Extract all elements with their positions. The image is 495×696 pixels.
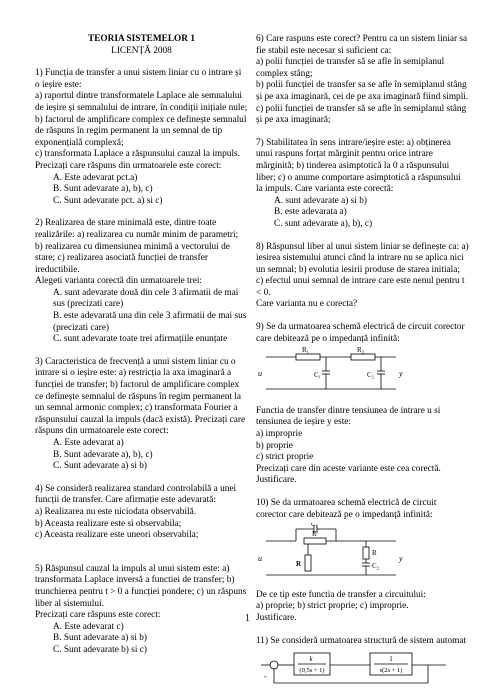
text-paragraph: 9) Se da urmatoarea schemă electrică de circuit corector care debitează pe o impedanță infinită: (256, 322, 465, 344)
text-paragraph: c) strict proprie (256, 452, 314, 463)
circuit-diagram-9 (256, 347, 406, 397)
text-paragraph: Precizați care din aceste variante este cea corectă. Justificare. (256, 463, 441, 486)
circuit9-y: y (399, 369, 403, 379)
text-paragraph: b) factorul de amplificare complex ce definește semnalul de răspuns în regim permanent la un semnal de tip exponențială complexă; (35, 114, 247, 148)
circuit10-u: u (258, 554, 262, 564)
answer-option: A. Este adevarat c) (53, 621, 124, 632)
block11-num2: 1 (389, 655, 393, 664)
document-subtitle: LICENȚĂ 2008 (111, 45, 172, 56)
spacer (256, 311, 469, 322)
answer-option: C. sunt adevarate toate trei afirmațiile enunțate (53, 334, 228, 345)
spacer (256, 625, 469, 636)
circuit10-r2: R (372, 549, 377, 558)
text-paragraph: a) Realizarea nu este niciodata observabilă. (35, 506, 197, 517)
text-paragraph: Functia de transfer dintre tensiunea de intrare u si tensiunea de ieșire y este: (256, 405, 441, 428)
circuit10-c1: C₁ (311, 523, 319, 529)
text-paragraph: c) transformata Laplace a răspunsului cauzal la impuls. (35, 149, 240, 160)
circuit9-r1: R₁ (302, 347, 310, 355)
text-paragraph: Precizați care răspuns este corect: (35, 610, 161, 621)
spacer (35, 346, 248, 357)
block-diagram-11 (256, 649, 456, 687)
answer-option: A. Este adevarat pct.a) (53, 172, 138, 183)
answer-option: A. Este adevarat a) (53, 438, 124, 448)
text-paragraph: 4) Se consideră realizarea standard controlabilă a unei funcții de transfer. Care afirmație este adevarată: (35, 483, 237, 506)
answer-option: B. Sunt adevarate a), b), c) (53, 184, 153, 195)
answer-option: A. sunt adevarate a) si b) (274, 195, 367, 206)
circuit10-rb: R (296, 560, 302, 569)
text-paragraph: 11) Se consideră urmatoarea structură de sistem automat (256, 635, 467, 646)
text-paragraph: b) polii funcției de transfer sa se afle în semiplanul stâng și pe axa imaginară, cei de pe axa imaginară fiind simpli. (256, 80, 469, 102)
text-paragraph: 7) Stabilitatea în sens intrare/ieșire este: a) obținerea unui raspuns forțat mărginit pentru orice intrare mărginită; b) tinderea asimptotică la 0 a răspunsului liber; c) o anume comportare asimptotică a răspunsului la impuls. Care varianta este corectă: (256, 137, 461, 195)
spacer (256, 487, 469, 498)
circuit-diagram-10 (256, 523, 406, 581)
text-paragraph: 6) Care raspuns este corect? Pentru ca un sistem liniar sa fie stabil este necesar si suficient ca: (256, 34, 468, 56)
text-paragraph: Care varianta nu e corecta? (256, 299, 358, 310)
spacer (35, 542, 248, 553)
text-paragraph: a) polii funcției de transfer să se afle în semiplanul complex stâng; (256, 57, 445, 79)
text-paragraph: 1) Funcția de transfer a unui sistem liniar cu o intrare și o ieșire este: (35, 68, 242, 90)
circuit9-c2: C₂ (367, 371, 375, 380)
text-paragraph: c) polii funcției de transfer să se afle în semiplanul stâng și pe axa imaginară; (256, 103, 467, 126)
spacer (256, 127, 469, 138)
text-paragraph: a) proprie; b) strict proprie; c) improprie. (256, 601, 409, 612)
block11-gain: k (309, 655, 313, 664)
block11-minus: - (264, 672, 267, 682)
text-paragraph: 8) Răspunsul liber al unui sistem liniar se definește ca: a) iesirea sistemului atunci când la intrare nu se aplica nici un semnal; b) evolutia iesirii produse de starea initiala; c) efectul unui semnal de intrare care este nenul pentru t < 0. (256, 241, 469, 298)
answer-option: B. Sunt adevarate a) si b) (53, 633, 147, 644)
answer-option: C. Sunt adevarate a) si b) (53, 461, 147, 472)
answer-option: C. sunt adevarate a), b), c) (274, 218, 373, 229)
answer-option: B. este adevarata a) (274, 207, 347, 218)
text-paragraph: Precizați care răspuns din urmatoarele este corect: (35, 160, 222, 171)
text-paragraph: 5) Răspunsul cauzal la impuls al unui sistem este: a) transformata Laplace inversă a functiei de transfer; b) trunchierea pentru t > 0 a funcției pondere; c) un răspuns liber al sistemului. (35, 563, 247, 609)
answer-option: A. sunt adevarate două din cele 3 afirmatii de mai sus (precizati care) (53, 287, 239, 310)
document-title: TEORIA SISTEMELOR 1 (88, 34, 195, 44)
answer-option: B. este adevarată una din cele 3 afirmatii de mai sus (precizati care) (53, 311, 247, 333)
answer-option: C. Sunt adevarate pct. a) si c) (53, 195, 163, 206)
text-paragraph: De ce tip este functia de transfer a circuitului: (256, 589, 426, 600)
text-paragraph: 10) Se da urmatoarea schemă electrică de circuit corector care debitează pe o impedanță infinită: (256, 498, 437, 520)
text-paragraph: c) Aceasta realizare este uneori observabila; (35, 530, 199, 541)
text-paragraph: b) proprie (256, 440, 293, 451)
circuit9-u: u (258, 369, 262, 379)
right-column (256, 34, 469, 696)
right-column-body (256, 34, 469, 696)
spacer (35, 553, 248, 564)
text-paragraph: Alegeti varianta corectă din urmatoarele trei: (35, 276, 202, 287)
spacer (256, 231, 469, 242)
block11-den2: s(2s + 1) (379, 667, 403, 675)
text-paragraph: b) Aceasta realizare este si observabila; (35, 518, 182, 529)
left-column-body (35, 68, 248, 656)
text-paragraph: Justificare. (256, 612, 297, 623)
answer-option: B. Sunt adevarate a), b), c) (53, 449, 153, 460)
block11-den1: (0,5s + 1) (299, 667, 325, 675)
circuit10-y: y (399, 554, 403, 564)
circuit9-c1: C₁ (314, 371, 322, 380)
answer-option: C. Sunt adevarate b) si c) (53, 644, 147, 655)
text-paragraph: a) improprie (256, 429, 303, 440)
circuit10-c2: C₂ (372, 562, 380, 571)
text-paragraph: 2) Realizarea de stare minimală este, dintre toate realizările: a) realizarea cu număr minim de parametri; b) realizarea cu dimensiunea minimă a vectorului de stare; c) realizarea asociată funcției de transfer ireductibile. (35, 218, 239, 275)
text-paragraph: a) raportul dintre transformatele Laplace ale semnalului de ieșire și semnalului de intrare, în condiții inițiale nule; (35, 91, 248, 113)
text-paragraph: 3) Caracteristica de frecvență a unui sistem liniar cu o intrare si o ieșire este: a) restricția la axa imaginară a funcției de transfer; b) factorul de amplificare complex ce definește semnalul de răspuns în regim permanent la un semnal armonic complex; c) transformata Fourier a răspunsului cauzal la impuls (dacă există). Precizați care răspuns din urmatoarele este corect: (35, 356, 246, 437)
circuit9-r2: R₂ (357, 347, 365, 355)
left-column (35, 34, 248, 657)
page-number: 1 (245, 613, 250, 624)
spacer (35, 207, 248, 218)
spacer (35, 473, 248, 484)
circuit10-r: R (312, 530, 317, 539)
